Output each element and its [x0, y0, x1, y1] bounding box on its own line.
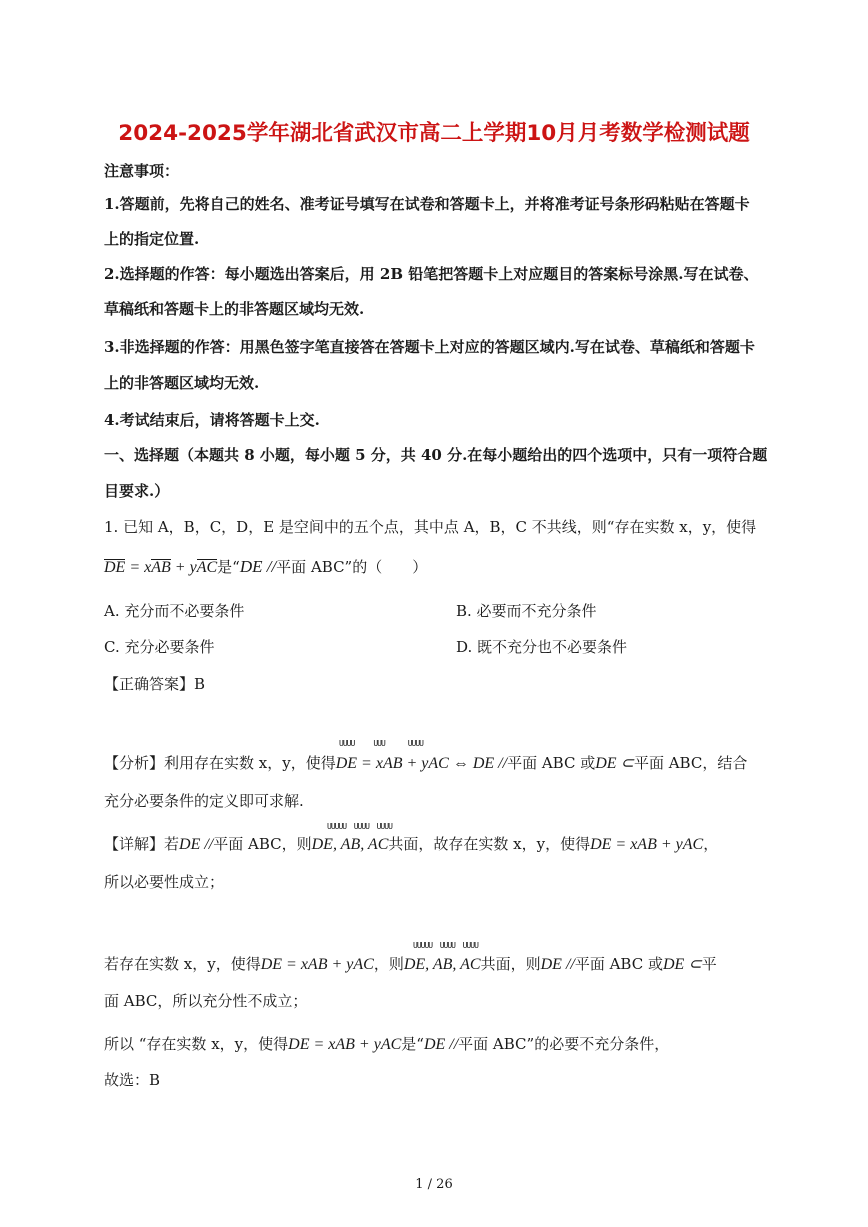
notice-item-3-line-2: 上的非答题区域均无效.	[104, 374, 260, 392]
detail-line-5	[104, 1033, 669, 1055]
detail-p1-a: 【详解】若	[104, 835, 180, 853]
detail-p2-vectors: DE, AB, AC	[403, 956, 481, 973]
detail-p2-c: 共面，则	[480, 955, 541, 973]
analysis-equation: DE = xAB + yAC ⇔ DE //	[335, 755, 508, 772]
analysis-line-1	[104, 752, 747, 774]
detail-p1-c: 共面，故存在实数 x，y，使得	[388, 835, 591, 853]
detail-p1-b: 平面 ABC，则	[213, 835, 312, 853]
question-1-equation: DE = xAB + yAC	[104, 559, 218, 576]
render-artifact: UUUUU UUUU UUUU	[413, 941, 478, 950]
notice-item-4: 4.考试结束后，请将答题卡上交.	[104, 411, 320, 429]
option-a[interactable]: A. 充分而不必要条件	[104, 602, 245, 620]
detail-conclusion: 故选：B	[104, 1071, 161, 1089]
detail-p2-de: DE //	[540, 956, 575, 973]
detail-p2-b: ，则	[373, 955, 404, 973]
detail-p3-equation: DE = xAB + yAC	[288, 1036, 402, 1053]
question-1-stem-mid: 是“	[217, 558, 240, 576]
question-1-stem-line-2	[104, 556, 427, 578]
option-c[interactable]: C. 充分必要条件	[104, 638, 215, 656]
detail-p1-equation: DE = xAB + yAC	[590, 836, 704, 853]
page-number: 1 / 26	[415, 1177, 453, 1192]
question-1-de-parallel: DE //	[239, 557, 277, 576]
notice-item-1-line-1: 1.答题前，先将自己的姓名、准考证号填写在试卷和答题卡上，并将准考证号条形码粘贴在答题卡	[104, 195, 750, 213]
detail-p2-equation: DE = xAB + yAC	[260, 956, 374, 973]
detail-p1-vectors: DE, AB, AC	[311, 836, 389, 853]
notice-item-1-line-2: 上的指定位置.	[104, 230, 200, 248]
render-artifact: UUUU UUU UUUU	[339, 739, 423, 748]
correct-answer: 【正确答案】B	[104, 675, 206, 693]
detail-p1-de: DE //	[179, 836, 214, 853]
analysis-end: 平面 ABC，结合	[633, 754, 748, 772]
section-heading-line-1: 一、选择题（本题共 8 小题，每小题 5 分，共 40 分.在每小题给出的四个选项中，只有一项符合题	[104, 446, 768, 464]
detail-p3-c: 平面 ABC”的必要不充分条件，	[458, 1035, 670, 1053]
detail-p3-de: DE //	[423, 1036, 459, 1053]
detail-p2-e: 平	[701, 955, 717, 973]
detail-p1-d: ，	[703, 835, 719, 853]
notice-heading: 注意事项：	[104, 162, 180, 180]
detail-p3-b: 是“	[401, 1035, 424, 1053]
option-d[interactable]: D. 既不充分也不必要条件	[456, 638, 628, 656]
notice-item-2-line-2: 草稿纸和答题卡上的非答题区域均无效.	[104, 300, 365, 318]
detail-p2-subset: DE ⊂	[662, 956, 702, 973]
page-title: 2024-2025学年湖北省武汉市高二上学期10月月考数学检测试题	[118, 121, 750, 146]
analysis-prefix: 【分析】利用存在实数 x，y，使得	[104, 754, 336, 772]
section-heading-line-2: 目要求.）	[104, 482, 170, 500]
detail-line-3	[104, 953, 717, 975]
analysis-subset: DE ⊂	[595, 755, 634, 772]
detail-line-2: 所以必要性成立；	[104, 873, 225, 891]
detail-p2-a: 若存在实数 x，y，使得	[104, 955, 261, 973]
notice-item-2-line-1: 2.选择题的作答：每小题选出答案后，用 2B 铅笔把答题卡上对应题目的答案标号涂黑.写在试卷、	[104, 265, 759, 283]
analysis-line-2: 充分必要条件的定义即可求解.	[104, 792, 304, 810]
notice-item-3-line-1: 3.非选择题的作答：用黑色签字笔直接答在答题卡上对应的答题区域内.写在试卷、草稿纸和答题卡	[104, 338, 755, 356]
render-artifact: UUUUU UUUU UUUU	[327, 822, 392, 831]
analysis-mid: 平面 ABC 或	[507, 754, 596, 772]
question-1-stem-line-1: 1. 已知 A，B，C，D，E 是空间中的五个点，其中点 A，B，C 不共线，则“存在实数 x，y，使得	[104, 518, 757, 536]
detail-p2-d: 平面 ABC 或	[574, 955, 663, 973]
option-b[interactable]: B. 必要而不充分条件	[456, 602, 597, 620]
detail-p3-a: 所以 “存在实数 x，y，使得	[104, 1035, 289, 1053]
question-1-stem-end: 平面 ABC”的（ ）	[276, 558, 428, 576]
detail-line-4: 面 ABC，所以充分性不成立；	[104, 992, 308, 1010]
detail-line-1	[104, 833, 718, 855]
